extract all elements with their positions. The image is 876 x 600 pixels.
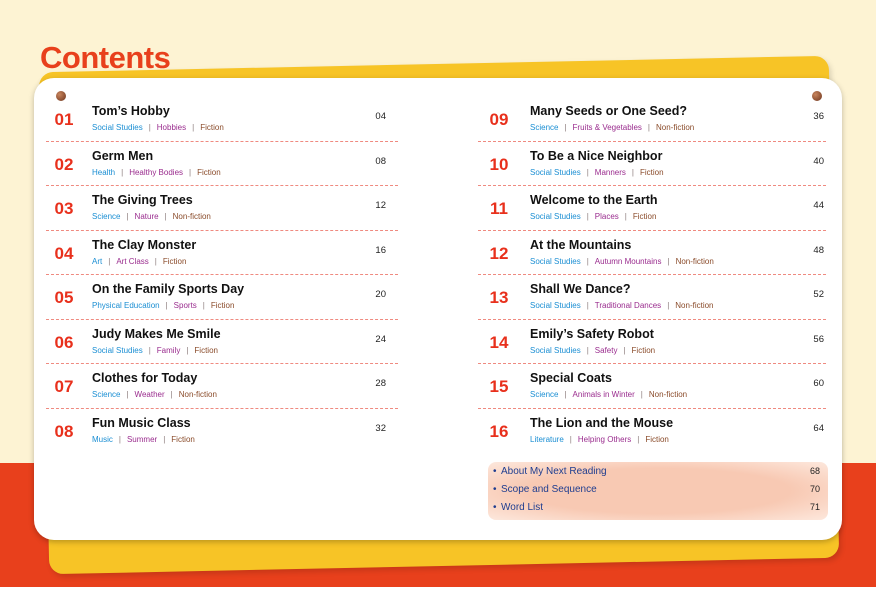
entry-number: 13: [489, 288, 509, 307]
tag-genre: Fiction: [197, 167, 221, 177]
entry-number: 05: [54, 288, 74, 307]
entry-page: 44: [813, 200, 824, 211]
tag-genre: Fiction: [210, 301, 235, 310]
tag-genre: Fiction: [171, 434, 195, 444]
tag-subject: Literature: [530, 434, 564, 444]
tag-separator: |: [108, 256, 111, 266]
entry-number: 16: [489, 421, 509, 441]
tag-subject: Health: [92, 167, 116, 177]
extras-box: [488, 462, 828, 520]
extra-page: 68: [809, 466, 820, 476]
tag-genre: Fiction: [200, 123, 224, 132]
tag-separator: |: [564, 123, 567, 132]
entry-page: 12: [375, 200, 386, 211]
contents-card: [34, 78, 842, 540]
entry-title[interactable]: Welcome to the Earth: [530, 193, 658, 207]
tag-genre: Fiction: [631, 345, 656, 355]
tag-separator: |: [564, 390, 567, 399]
tag-genre: Fiction: [162, 256, 187, 266]
right-column: [478, 97, 826, 453]
tag-separator: |: [148, 345, 151, 355]
extra-label[interactable]: About My Next Reading: [501, 466, 607, 477]
entry-number: 14: [489, 332, 509, 352]
tag-genre: Fiction: [194, 345, 218, 355]
entry-page: 20: [375, 289, 386, 300]
toc-entry[interactable]: [478, 275, 826, 320]
entry-title[interactable]: Judy Makes Me Smile: [92, 326, 221, 341]
tag-topic: Nature: [134, 212, 159, 221]
entry-tags: [530, 212, 656, 221]
tag-separator: |: [186, 345, 189, 355]
entry-number: 11: [490, 199, 508, 218]
toc-entry[interactable]: [46, 364, 398, 409]
tag-topic: Healthy Bodies: [129, 167, 184, 177]
tag-separator: |: [586, 256, 589, 266]
entry-tags: [92, 168, 221, 177]
tag-subject: Physical Education: [92, 301, 160, 310]
toc-entry[interactable]: [478, 97, 826, 142]
toc-entry[interactable]: [46, 275, 398, 320]
entry-title[interactable]: Clothes for Today: [92, 371, 198, 385]
tag-subject: Social Studies: [92, 345, 143, 355]
entry-title[interactable]: Fun Music Class: [92, 415, 191, 430]
entry-number: 01: [54, 110, 74, 129]
entry-page: 16: [375, 244, 386, 256]
entry-tags: [530, 123, 694, 132]
extra-link-word-list[interactable]: [488, 498, 828, 516]
toc-entry[interactable]: [46, 186, 398, 231]
tag-genre: Fiction: [632, 212, 657, 221]
tag-separator: |: [154, 256, 157, 266]
entry-page: 04: [375, 111, 386, 122]
entry-page: 56: [813, 333, 824, 345]
tag-topic: Fruits & Vegetables: [572, 123, 642, 132]
entry-title[interactable]: Germ Men: [92, 148, 154, 163]
entry-tags: [530, 346, 655, 355]
toc-entry[interactable]: [46, 142, 398, 187]
entry-title[interactable]: The Lion and the Mouse: [530, 415, 674, 430]
tag-subject: Social Studies: [92, 123, 143, 132]
tag-topic: Places: [594, 212, 619, 221]
entry-tags: [92, 390, 217, 399]
tag-separator: |: [121, 167, 124, 177]
tag-separator: |: [189, 167, 192, 177]
tag-separator: |: [163, 434, 166, 444]
tag-separator: |: [126, 212, 129, 221]
tag-genre: Non-fiction: [656, 123, 695, 132]
toc-entry[interactable]: [478, 186, 826, 231]
entry-tags: [530, 435, 669, 444]
entry-number: 15: [489, 377, 509, 396]
tag-topic: Family: [156, 345, 181, 355]
entry-page: 40: [813, 155, 824, 167]
tag-subject: Science: [92, 212, 121, 221]
tag-topic: Weather: [134, 390, 165, 399]
extra-link-scope-sequence[interactable]: [488, 480, 828, 498]
entry-tags: [92, 123, 224, 132]
entry-number: 08: [54, 421, 74, 441]
tag-genre: Non-fiction: [675, 256, 714, 266]
tag-topic: Animals in Winter: [572, 390, 635, 399]
page-title: Contents: [40, 40, 171, 75]
bullet-icon: •: [493, 466, 497, 477]
entry-tags: [530, 257, 714, 266]
tag-separator: |: [667, 301, 670, 310]
tag-separator: |: [170, 390, 173, 399]
tag-genre: Fiction: [639, 167, 664, 177]
tag-topic: Art Class: [116, 256, 149, 266]
toc-entry[interactable]: [46, 231, 398, 276]
tag-separator: |: [202, 301, 205, 310]
tag-subject: Social Studies: [530, 256, 581, 266]
tag-subject: Science: [530, 123, 559, 132]
tag-topic: Helping Others: [577, 434, 632, 444]
tag-separator: |: [586, 167, 589, 177]
entry-title[interactable]: The Giving Trees: [92, 193, 193, 207]
tag-separator: |: [126, 390, 129, 399]
entry-number: 09: [489, 110, 509, 129]
entry-title[interactable]: Shall We Dance?: [530, 282, 631, 296]
tag-genre: Non-fiction: [178, 390, 217, 399]
tag-genre: Non-fiction: [648, 390, 688, 399]
tag-separator: |: [647, 123, 650, 132]
background-bottom-strip: [0, 587, 876, 600]
entry-tags: [530, 301, 714, 310]
toc-entry[interactable]: [478, 364, 826, 409]
tag-separator: |: [624, 212, 627, 221]
tag-subject: Science: [530, 390, 559, 399]
tag-topic: Autumn Mountains: [594, 256, 662, 266]
tag-topic: Traditional Dances: [594, 301, 662, 310]
tag-topic: Manners: [594, 167, 626, 177]
extra-label[interactable]: Scope and Sequence: [501, 484, 597, 495]
entry-title[interactable]: Special Coats: [530, 371, 612, 385]
entry-page: 64: [813, 422, 824, 434]
entry-page: 48: [813, 244, 824, 256]
tag-subject: Science: [92, 390, 121, 399]
entry-number: 10: [489, 154, 509, 174]
tag-topic: Safety: [594, 345, 618, 355]
tag-subject: Social Studies: [530, 167, 581, 177]
tag-topic: Hobbies: [156, 123, 187, 132]
tag-separator: |: [192, 123, 195, 132]
entry-number: 03: [54, 199, 74, 218]
entry-tags: [92, 435, 195, 444]
extra-label[interactable]: Word List: [501, 502, 544, 513]
tag-separator: |: [667, 256, 670, 266]
entry-tags: [530, 390, 687, 399]
toc-entry[interactable]: [46, 320, 398, 365]
entry-number: 12: [489, 243, 509, 263]
entry-number: 04: [54, 243, 74, 263]
tag-subject: Music: [92, 434, 113, 444]
toc-entry[interactable]: [478, 142, 826, 187]
entry-page: 60: [813, 378, 824, 389]
toc-entry[interactable]: [46, 409, 398, 454]
tag-genre: Fiction: [645, 434, 669, 444]
entry-tags: [92, 257, 186, 266]
entry-number: 06: [54, 332, 74, 352]
entry-page: 08: [375, 155, 386, 167]
entry-page: 24: [375, 333, 386, 345]
entry-tags: [92, 212, 211, 221]
extra-link-next-reading[interactable]: [488, 462, 828, 480]
tag-separator: |: [586, 301, 589, 310]
tag-subject: Social Studies: [530, 301, 581, 310]
extra-page: 70: [809, 484, 820, 494]
toc-entry[interactable]: [478, 231, 826, 276]
tag-subject: Art: [92, 256, 103, 266]
entry-page: 28: [375, 378, 386, 389]
left-column: [46, 97, 398, 453]
toc-entry[interactable]: [478, 409, 826, 454]
tag-separator: |: [640, 390, 643, 399]
bullet-icon: •: [493, 484, 497, 495]
tag-separator: |: [586, 212, 589, 221]
tag-separator: |: [164, 212, 167, 221]
tag-separator: |: [637, 434, 640, 444]
entry-tags: [92, 301, 234, 310]
entry-title[interactable]: Tom’s Hobby: [92, 104, 170, 118]
tag-topic: Sports: [173, 301, 197, 310]
entry-title[interactable]: The Clay Monster: [92, 237, 197, 252]
tag-genre: Non-fiction: [675, 301, 714, 310]
tag-topic: Summer: [126, 434, 158, 444]
tag-separator: |: [148, 123, 151, 132]
entry-page: 36: [813, 111, 824, 122]
bullet-icon: •: [493, 502, 497, 513]
entry-tags: [92, 346, 218, 355]
tag-separator: |: [623, 345, 626, 355]
entry-page: 32: [375, 422, 386, 434]
tag-subject: Social Studies: [530, 212, 581, 221]
entry-number: 07: [54, 377, 74, 396]
entry-title[interactable]: Emily’s Safety Robot: [530, 326, 654, 341]
entry-title[interactable]: Many Seeds or One Seed?: [530, 104, 687, 118]
tag-genre: Non-fiction: [172, 212, 211, 221]
toc-entry[interactable]: [478, 320, 826, 365]
entry-title[interactable]: At the Mountains: [530, 237, 632, 252]
tag-separator: |: [631, 167, 634, 177]
extra-page: 71: [809, 502, 820, 512]
entry-title[interactable]: To Be a Nice Neighbor: [530, 148, 663, 163]
tag-subject: Social Studies: [530, 345, 581, 355]
tag-separator: |: [165, 301, 168, 310]
entry-tags: [530, 168, 664, 177]
toc-entry[interactable]: [46, 97, 398, 142]
tag-separator: |: [118, 434, 121, 444]
entry-title[interactable]: On the Family Sports Day: [92, 282, 245, 296]
tag-separator: |: [586, 345, 589, 355]
tag-separator: |: [569, 434, 572, 444]
entry-page: 52: [813, 289, 824, 300]
entry-number: 02: [54, 154, 74, 174]
